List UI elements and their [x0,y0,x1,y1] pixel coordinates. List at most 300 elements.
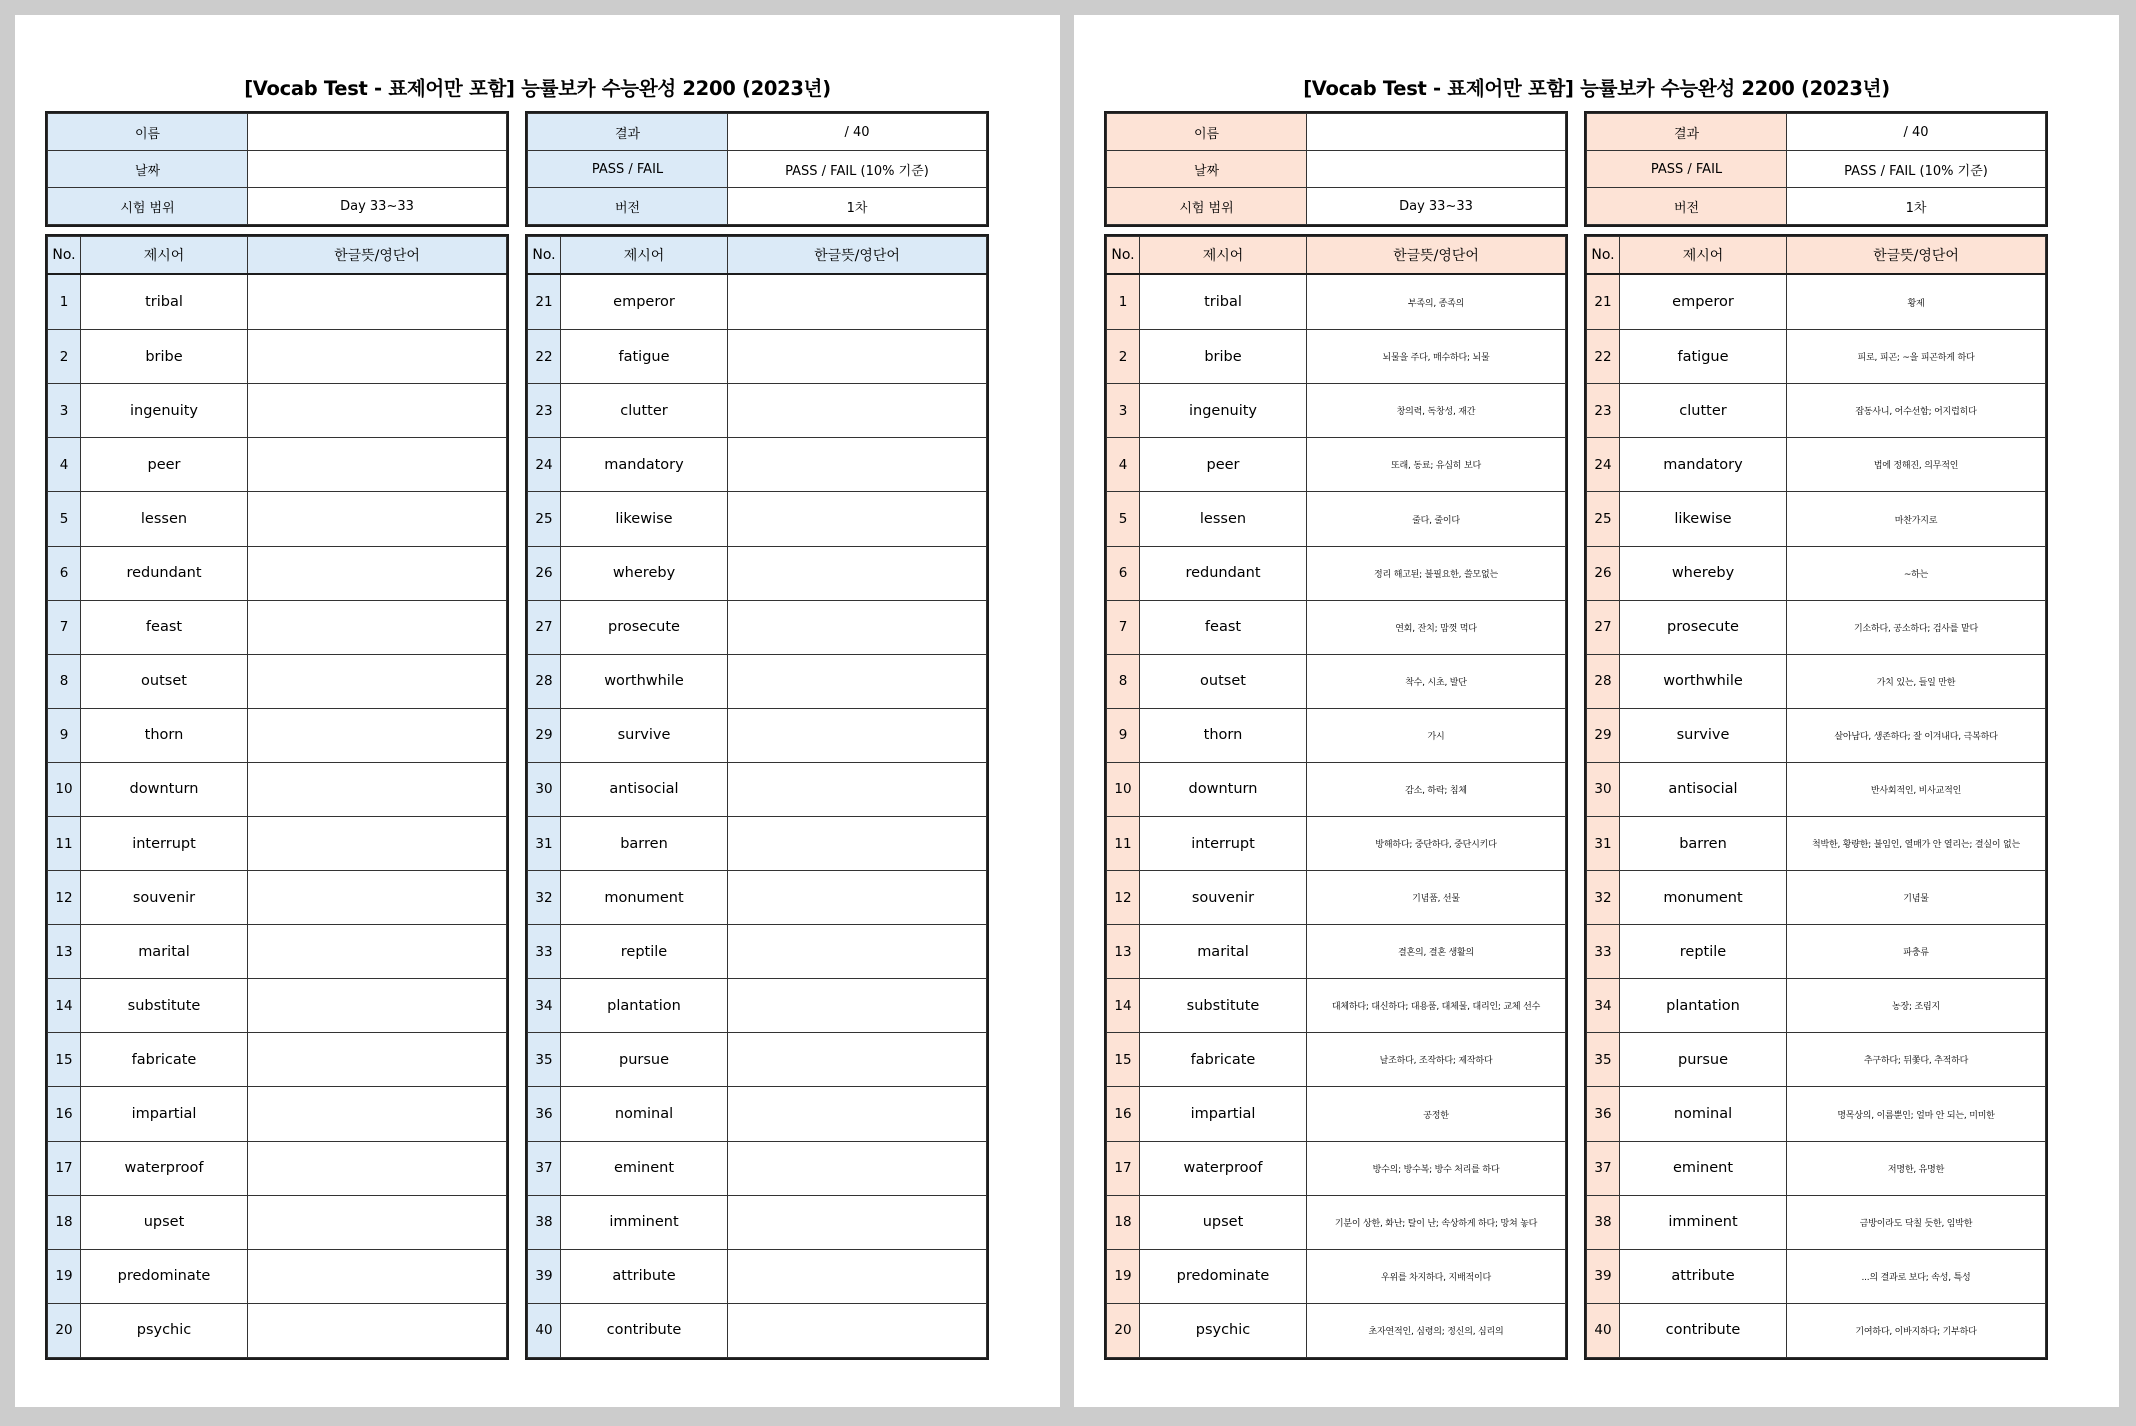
table-row [48,708,507,762]
result-value: / 40 [1787,114,2046,151]
answer-meaning: 농장; 조림지 [1787,979,2046,1033]
vocab-word: substitute [1140,979,1307,1033]
vocab-word: tribal [81,274,248,330]
vocab-word: souvenir [81,871,248,925]
result-info-table [1584,111,2048,227]
vocab-word: mandatory [561,438,728,492]
answer-blank[interactable] [728,1141,987,1195]
vocab-word: substitute [81,979,248,1033]
row-number: 9 [48,708,81,762]
table-row [528,438,987,492]
row-number: 28 [528,654,561,708]
answer-meaning: 연회, 잔치; 맘껏 먹다 [1307,600,1566,654]
table-row [528,817,987,871]
row-number: 30 [1587,762,1620,816]
answer-blank[interactable] [248,925,507,979]
answer-blank[interactable] [728,762,987,816]
answer-meaning: 방수의; 방수복; 방수 처리를 하다 [1307,1141,1566,1195]
answer-meaning: 우위를 차지하다, 지배적이다 [1307,1249,1566,1303]
answer-meaning: 초자연적인, 심령의; 정신의, 심리의 [1307,1303,1566,1357]
answer-blank[interactable] [728,1195,987,1249]
answer-blank[interactable] [248,492,507,546]
page-title: [Vocab Test - 표제어만 포함] 능률보카 수능완성 2200 (2023년) [1303,77,1890,100]
vocab-word: interrupt [81,817,248,871]
row-number: 29 [528,708,561,762]
answer-meaning: 피로, 피곤; ~을 피곤하게 하다 [1787,330,2046,384]
vocab-word: whereby [1620,546,1787,600]
answer-blank[interactable] [248,384,507,438]
row-number: 3 [48,384,81,438]
result-info-table [525,111,989,227]
table-row [1107,330,1566,384]
row-number: 1 [1107,274,1140,330]
row-number: 3 [1107,384,1140,438]
table-row [528,1141,987,1195]
answer-blank[interactable] [728,979,987,1033]
row-number: 25 [1587,492,1620,546]
table-row [48,871,507,925]
word-list-table [525,234,989,1360]
row-number: 21 [528,274,561,330]
row-number: 37 [1587,1141,1620,1195]
answer-meaning: 날조하다, 조작하다; 제작하다 [1307,1033,1566,1087]
table-row [48,1195,507,1249]
answer-blank[interactable] [248,1195,507,1249]
table-row [1587,546,2046,600]
vocab-word: emperor [561,274,728,330]
table-row [1587,1195,2046,1249]
table-row [528,492,987,546]
vocab-word: clutter [1620,384,1787,438]
row-number: 27 [1587,600,1620,654]
row-number: 24 [1587,438,1620,492]
answer-meaning: ...의 결과로 보다; 속성, 특성 [1787,1249,2046,1303]
table-row [48,1141,507,1195]
row-number: 20 [1107,1303,1140,1357]
vocab-word: redundant [1140,546,1307,600]
answer-meaning: 감소, 하락; 침체 [1307,762,1566,816]
answer-blank[interactable] [728,1033,987,1087]
row-number: 2 [1107,330,1140,384]
table-row [1587,708,2046,762]
column-header-row [1587,237,2046,275]
vocab-word: predominate [81,1249,248,1303]
table-row [48,438,507,492]
row-number: 28 [1587,654,1620,708]
row-number: 37 [528,1141,561,1195]
answer-blank[interactable] [728,925,987,979]
answer-meaning: 명목상의, 이름뿐인; 얼마 안 되는, 미미한 [1787,1087,2046,1141]
table-row [1107,546,1566,600]
table-row [1587,817,2046,871]
row-number: 2 [48,330,81,384]
table-row [1587,330,2046,384]
page-title: [Vocab Test - 표제어만 포함] 능률보카 수능완성 2200 (2023년) [244,77,831,100]
answer-blank[interactable] [728,330,987,384]
table-row [1587,438,2046,492]
row-number: 12 [48,871,81,925]
vocab-word: prosecute [561,600,728,654]
name-value[interactable] [1307,114,1566,151]
answer-blank[interactable] [248,1303,507,1357]
version-value: 1차 [1787,188,2046,225]
vocab-word: impartial [81,1087,248,1141]
row-number: 30 [528,762,561,816]
vocab-word: downturn [1140,762,1307,816]
vocab-word: thorn [1140,708,1307,762]
table-row [1107,1195,1566,1249]
vocab-word: lessen [1140,492,1307,546]
answer-blank[interactable] [248,438,507,492]
row-number: 8 [48,654,81,708]
answer-meaning: 공정한 [1307,1087,1566,1141]
table-row [1107,925,1566,979]
answer-meaning: 잡동사니, 어수선함; 어지럽히다 [1787,384,2046,438]
table-row [1107,979,1566,1033]
answer-meaning: 황제 [1787,274,2046,330]
result-label: 결과 [1587,114,1787,151]
name-value[interactable] [248,114,507,151]
answer-meaning: 기념물 [1787,871,2046,925]
table-row [1107,600,1566,654]
answer-blank[interactable] [248,979,507,1033]
answer-meaning: 기소하다, 공소하다; 검사를 맡다 [1787,600,2046,654]
vocab-word: ingenuity [81,384,248,438]
answer-meaning: 추구하다; 뒤쫓다, 추적하다 [1787,1033,2046,1087]
column-header-word: 제시어 [1620,237,1787,275]
row-number: 26 [528,546,561,600]
answer-blank[interactable] [248,546,507,600]
vocab-word: antisocial [561,762,728,816]
passfail-label: PASS / FAIL [528,151,728,188]
vocab-word: upset [1140,1195,1307,1249]
table-row [1587,1303,2046,1357]
row-number: 21 [1587,274,1620,330]
row-number: 40 [1587,1303,1620,1357]
row-number: 23 [1587,384,1620,438]
row-number: 22 [1587,330,1620,384]
answer-meaning: 파충류 [1787,925,2046,979]
answer-blank[interactable] [248,817,507,871]
row-number: 11 [1107,817,1140,871]
row-number: 40 [528,1303,561,1357]
row-number: 4 [48,438,81,492]
table-row [1587,1141,2046,1195]
row-number: 32 [1587,871,1620,925]
row-number: 7 [48,600,81,654]
vocab-word: reptile [561,925,728,979]
answer-blank[interactable] [728,600,987,654]
vocab-word: contribute [1620,1303,1787,1357]
vocab-word: peer [1140,438,1307,492]
student-info-table [1104,111,1568,227]
answer-meaning: 기념품, 선물 [1307,871,1566,925]
passfail-label: PASS / FAIL [1587,151,1787,188]
answer-list-table [1584,234,2048,1360]
vocab-word: fatigue [1620,330,1787,384]
answer-meaning: 대체하다; 대신하다; 대용품, 대체물, 대리인; 교체 선수 [1307,979,1566,1033]
vocab-word: waterproof [1140,1141,1307,1195]
row-number: 39 [1587,1249,1620,1303]
answer-blank[interactable] [728,492,987,546]
vocab-word: worthwhile [1620,654,1787,708]
answer-blank[interactable] [728,546,987,600]
row-number: 34 [528,979,561,1033]
table-row [528,762,987,816]
table-row [1107,492,1566,546]
date-label: 날짜 [48,151,248,188]
row-number: 4 [1107,438,1140,492]
answer-blank[interactable] [248,654,507,708]
student-info-table [45,111,509,227]
answer-blank[interactable] [248,1033,507,1087]
vocab-word: barren [561,817,728,871]
vocab-word: mandatory [1620,438,1787,492]
answer-meaning: 기분이 상한, 화난; 탈이 난; 속상하게 하다; 망쳐 놓다 [1307,1195,1566,1249]
range-value: Day 33~33 [1307,188,1566,225]
vocab-word: marital [81,925,248,979]
table-row [528,1195,987,1249]
vocab-word: impartial [1140,1087,1307,1141]
column-header-no: No. [528,237,561,275]
word-list-table [45,234,509,1360]
row-number: 27 [528,600,561,654]
table-row [1107,762,1566,816]
answer-meaning: 뇌물을 주다, 매수하다; 뇌물 [1307,330,1566,384]
column-header-row [48,237,507,275]
table-row [1107,871,1566,925]
row-number: 17 [48,1141,81,1195]
answer-blank[interactable] [728,438,987,492]
table-row [1587,600,2046,654]
answer-blank[interactable] [248,600,507,654]
row-number: 35 [1587,1033,1620,1087]
table-row [1587,925,2046,979]
table-row [1107,708,1566,762]
table-row [528,925,987,979]
vocab-word: barren [1620,817,1787,871]
vocab-word: fatigue [561,330,728,384]
table-row [1587,274,2046,330]
vocab-word: feast [1140,600,1307,654]
vocab-word: ingenuity [1140,384,1307,438]
vocab-word: worthwhile [561,654,728,708]
answer-meaning: 부족의, 종족의 [1307,274,1566,330]
date-label: 날짜 [1107,151,1307,188]
answer-meaning: 기여하다, 이바지하다; 기부하다 [1787,1303,2046,1357]
row-number: 18 [1107,1195,1140,1249]
table-row [528,546,987,600]
row-number: 22 [528,330,561,384]
answer-blank[interactable] [248,274,507,330]
row-number: 32 [528,871,561,925]
row-number: 23 [528,384,561,438]
table-row [1107,274,1566,330]
table-row [1587,871,2046,925]
vocab-word: psychic [81,1303,248,1357]
row-number: 5 [48,492,81,546]
table-row [1107,1303,1566,1357]
answer-blank[interactable] [728,817,987,871]
answer-blank[interactable] [728,274,987,330]
date-value[interactable] [1307,151,1566,188]
column-header-meaning: 한글뜻/영단어 [1787,237,2046,275]
vocab-word: whereby [561,546,728,600]
vocab-word: survive [1620,708,1787,762]
table-row [528,708,987,762]
table-row [48,1303,507,1357]
answer-meaning: 착수, 시초, 발단 [1307,654,1566,708]
answer-meaning: 저명한, 유명한 [1787,1141,2046,1195]
table-row [1587,1249,2046,1303]
table-row [528,384,987,438]
table-row [528,1303,987,1357]
table-row [1107,654,1566,708]
answer-blank[interactable] [728,1249,987,1303]
row-number: 18 [48,1195,81,1249]
row-number: 9 [1107,708,1140,762]
answer-blank[interactable] [248,1087,507,1141]
vocab-word: fabricate [81,1033,248,1087]
row-number: 31 [1587,817,1620,871]
table-row [1107,1087,1566,1141]
table-row [1107,1141,1566,1195]
row-number: 13 [48,925,81,979]
answer-meaning: 법에 정해진, 의무적인 [1787,438,2046,492]
vocab-word: redundant [81,546,248,600]
table-row [528,330,987,384]
vocab-word: bribe [81,330,248,384]
answer-meaning: 마찬가지로 [1787,492,2046,546]
vocab-word: reptile [1620,925,1787,979]
vocab-word: fabricate [1140,1033,1307,1087]
column-header-meaning: 한글뜻/영단어 [248,237,507,275]
table-row [1587,1087,2046,1141]
row-number: 29 [1587,708,1620,762]
answer-blank[interactable] [728,708,987,762]
row-number: 15 [48,1033,81,1087]
row-number: 31 [528,817,561,871]
row-number: 10 [1107,762,1140,816]
table-row [48,492,507,546]
table-row [528,600,987,654]
vocab-word: predominate [1140,1249,1307,1303]
answer-blank[interactable] [248,708,507,762]
row-number: 14 [48,979,81,1033]
column-header-word: 제시어 [1140,237,1307,275]
table-row [1107,384,1566,438]
answer-meaning: 결혼의, 결혼 생활의 [1307,925,1566,979]
column-header-meaning: 한글뜻/영단어 [1307,237,1566,275]
table-row [48,1033,507,1087]
row-number: 36 [528,1087,561,1141]
row-number: 19 [1107,1249,1140,1303]
column-header-row [528,237,987,275]
answer-meaning: 또래, 동료; 유심히 보다 [1307,438,1566,492]
answer-list-table [1104,234,1568,1360]
answer-meaning: 가시 [1307,708,1566,762]
column-header-word: 제시어 [561,237,728,275]
vocab-word: contribute [561,1303,728,1357]
row-number: 39 [528,1249,561,1303]
answer-blank[interactable] [728,1087,987,1141]
row-number: 7 [1107,600,1140,654]
answer-blank[interactable] [248,871,507,925]
answer-blank[interactable] [728,654,987,708]
vocab-word: attribute [561,1249,728,1303]
row-number: 13 [1107,925,1140,979]
answer-blank[interactable] [248,762,507,816]
range-label: 시험 범위 [1107,188,1307,225]
table-row [48,817,507,871]
table-row [48,384,507,438]
column-header-meaning: 한글뜻/영단어 [728,237,987,275]
vocab-word: psychic [1140,1303,1307,1357]
date-value[interactable] [248,151,507,188]
vocab-word: marital [1140,925,1307,979]
table-row [1587,492,2046,546]
table-row [1587,762,2046,816]
row-number: 24 [528,438,561,492]
range-label: 시험 범위 [48,188,248,225]
table-row [528,1033,987,1087]
row-number: 11 [48,817,81,871]
vocab-word: emperor [1620,274,1787,330]
row-number: 5 [1107,492,1140,546]
table-row [528,979,987,1033]
vocab-word: souvenir [1140,871,1307,925]
row-number: 14 [1107,979,1140,1033]
vocab-word: plantation [1620,979,1787,1033]
vocab-word: outset [1140,654,1307,708]
row-number: 26 [1587,546,1620,600]
row-number: 33 [528,925,561,979]
answer-blank[interactable] [248,330,507,384]
table-row [48,1087,507,1141]
vocab-word: imminent [1620,1195,1787,1249]
table-row [48,762,507,816]
table-row [1107,1033,1566,1087]
result-label: 결과 [528,114,728,151]
vocab-word: nominal [1620,1087,1787,1141]
vocab-word: survive [561,708,728,762]
answer-blank[interactable] [728,1303,987,1357]
answer-blank[interactable] [728,384,987,438]
row-number: 6 [1107,546,1140,600]
vocab-word: attribute [1620,1249,1787,1303]
vocab-word: likewise [561,492,728,546]
table-row [528,654,987,708]
column-header-word: 제시어 [81,237,248,275]
row-number: 12 [1107,871,1140,925]
row-number: 10 [48,762,81,816]
vocab-word: prosecute [1620,600,1787,654]
row-number: 20 [48,1303,81,1357]
answer-blank[interactable] [728,871,987,925]
row-number: 16 [1107,1087,1140,1141]
table-row [48,925,507,979]
table-row [1107,817,1566,871]
row-number: 17 [1107,1141,1140,1195]
answer-meaning: ~하는 [1787,546,2046,600]
row-number: 36 [1587,1087,1620,1141]
vocab-word: feast [81,600,248,654]
answer-blank[interactable] [248,1141,507,1195]
answer-blank[interactable] [248,1249,507,1303]
column-header-no: No. [48,237,81,275]
table-row [1587,384,2046,438]
result-value: / 40 [728,114,987,151]
